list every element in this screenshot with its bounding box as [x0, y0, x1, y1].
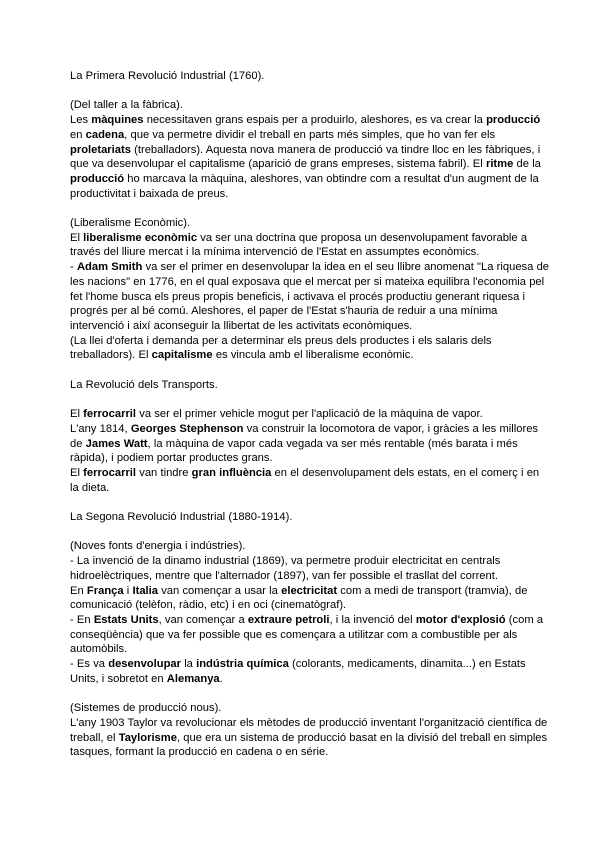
- bold-text: ferrocarril: [83, 408, 137, 421]
- bold-text: producció: [486, 114, 541, 127]
- bold-text: desenvolupar: [108, 658, 181, 671]
- para-ferrocarril-influencia: El ferrocarril van tindre gran influència en el desenvolupament dels estats, en el comerç i en la dieta.: [70, 466, 540, 494]
- bold-text: cadena: [85, 128, 125, 141]
- bold-text: Alemanya: [166, 672, 220, 685]
- bold-text: electricitat: [281, 584, 338, 597]
- bold-text: motor d'explosió: [415, 613, 506, 626]
- para-industria-quimica: - Es va desenvolupar la indústria química (colorants, medicaments, dinamita...) en Estats Units, i sobretot en Alemanya.: [70, 658, 526, 685]
- blank-line: [70, 201, 550, 216]
- subtitle-noves-fonts-energia: (Noves fonts d'energia i indústries).: [70, 540, 246, 553]
- para-taylorisme: L'any 1903 Taylor va revolucionar els mètodes de producció inventant l'organització científica de treball, el Taylorisme, que era un sistema de producció basat en la divisió del treball en simples tasques, formant la producció en cadena o en série.: [70, 716, 548, 759]
- subtitle-del-taller-a-la-fabrica: (Del taller a la fàbrica).: [70, 99, 183, 112]
- bold-text: Taylorisme: [118, 731, 177, 744]
- bold-text: Italia: [132, 584, 158, 597]
- subtitle-liberalisme-economic: (Liberalisme Econòmic).: [70, 217, 191, 229]
- bold-text: Estats Units: [93, 613, 159, 626]
- bold-text: França: [86, 584, 124, 597]
- para-liberalisme-doctrina: El liberalisme econòmic va ser una doctrina que proposa un desenvolupament favorable a través del lliure mercat i la mínima intervenció de l'Estat en assumptes econòmics.: [70, 231, 528, 259]
- para-dinamo-alternador: - La invenció de la dinamo industrial (1869), va permetre produir electricitat en centrals hidroelèctriques, mentre que l'alternador (1897), van fer possible el trasllat del corrent.: [70, 555, 501, 582]
- para-estats-units-petroli: - En Estats Units, van començar a extraure petroli, i la invenció del motor d'explosió (com a conseqüència) que va fer possible que es començara a utilitzar com a combustible per als automòbils.: [70, 613, 544, 656]
- blank-line: [70, 686, 550, 701]
- subtitle-sistemes-produccio: (Sistemes de producció nous).: [70, 702, 222, 715]
- blank-line: [70, 363, 550, 378]
- bold-text: James Watt: [85, 437, 148, 450]
- para-maquines-produccio-cadena: Les màquines necessitaven grans espais per a produirlo, aleshores, es va crear la producció en cadena, que va permetre dividir el treball en parts més simples, que ho van fer els proletariats (treballadors). Aquesta nova manera de producció va tindre lloc en les fàbriques, i que va desenvolupar el capitalisme (aparició de grans empreses, sistema fabril). El ritme de la producció ho marcava la màquina, aleshores, van obtindre com a resultat d'un augment de la productivitat i baixada de preus.: [70, 114, 541, 200]
- blank-line: [70, 392, 550, 407]
- bold-text: ritme: [485, 158, 514, 171]
- para-ferrocarril-vapor: El ferrocarril va ser el primer vehicle mogut per l'aplicació de la màquina de vapor.: [70, 408, 483, 421]
- para-llei-oferta-demanda: (La llei d'oferta i demanda per a determinar els preus dels productes i els salaris dels treballadors). El capitalisme es vincula amb el liberalisme econòmic.: [70, 334, 492, 362]
- bold-text: Georges Stephenson: [130, 422, 244, 435]
- bold-text: màquines: [91, 114, 144, 127]
- para-stephenson-watt: L'any 1814, Georges Stephenson va construir la locomotora de vapor, i gràcies a les millores de James Watt, la màquina de vapor cada vegada va ser més rentable (més barata i més ràpida), i podiem portar productes grans.: [70, 422, 539, 465]
- document-body: [70, 69, 550, 760]
- para-adam-smith: - Adam Smith va ser el primer en desenvolupar la idea en el seu llibre anomenat "La riquesa de les nacions" en 1776, en el qual exposava que el mercat per si mateixa equilibra l'economia pel fet l'home busca els preus propis beneficis, i activava el procés productiu generant riquesa i progrés per al bé comú. Aleshores, el paper de l'Estat s'hauria de reduir a una mínima intervenció i així aconseguir la llibertat de les activitats econòmiques.: [70, 261, 550, 332]
- bold-text: Adam Smith: [76, 261, 143, 274]
- title-segona-revolucio: La Segona Revolució Industrial (1880-1914).: [70, 511, 293, 524]
- bold-text: proletariats: [70, 143, 131, 156]
- bold-text: extraure petroli: [247, 613, 330, 626]
- title-revolucio-transports: La Revolució dels Transports.: [70, 378, 218, 391]
- blank-line: [70, 84, 550, 99]
- bold-text: indústria química: [196, 658, 289, 671]
- para-franca-italia-electricitat: En França i Italia van començar a usar la electricitat com a medi de transport (tramvia), de comunicació (telèfon, ràdio, etc) i en oci (cinematògraf).: [70, 584, 528, 612]
- bold-text: gran influència: [191, 466, 272, 479]
- title-primera-revolucio: La Primera Revolució Industrial (1760).: [70, 70, 265, 82]
- bold-text: liberalisme econòmic: [83, 231, 198, 244]
- bold-text: capitalisme: [151, 349, 213, 362]
- blank-line: [70, 525, 550, 540]
- bold-text: ferrocarril: [83, 466, 137, 479]
- blank-line: [70, 495, 550, 510]
- bold-text: producció: [70, 172, 125, 185]
